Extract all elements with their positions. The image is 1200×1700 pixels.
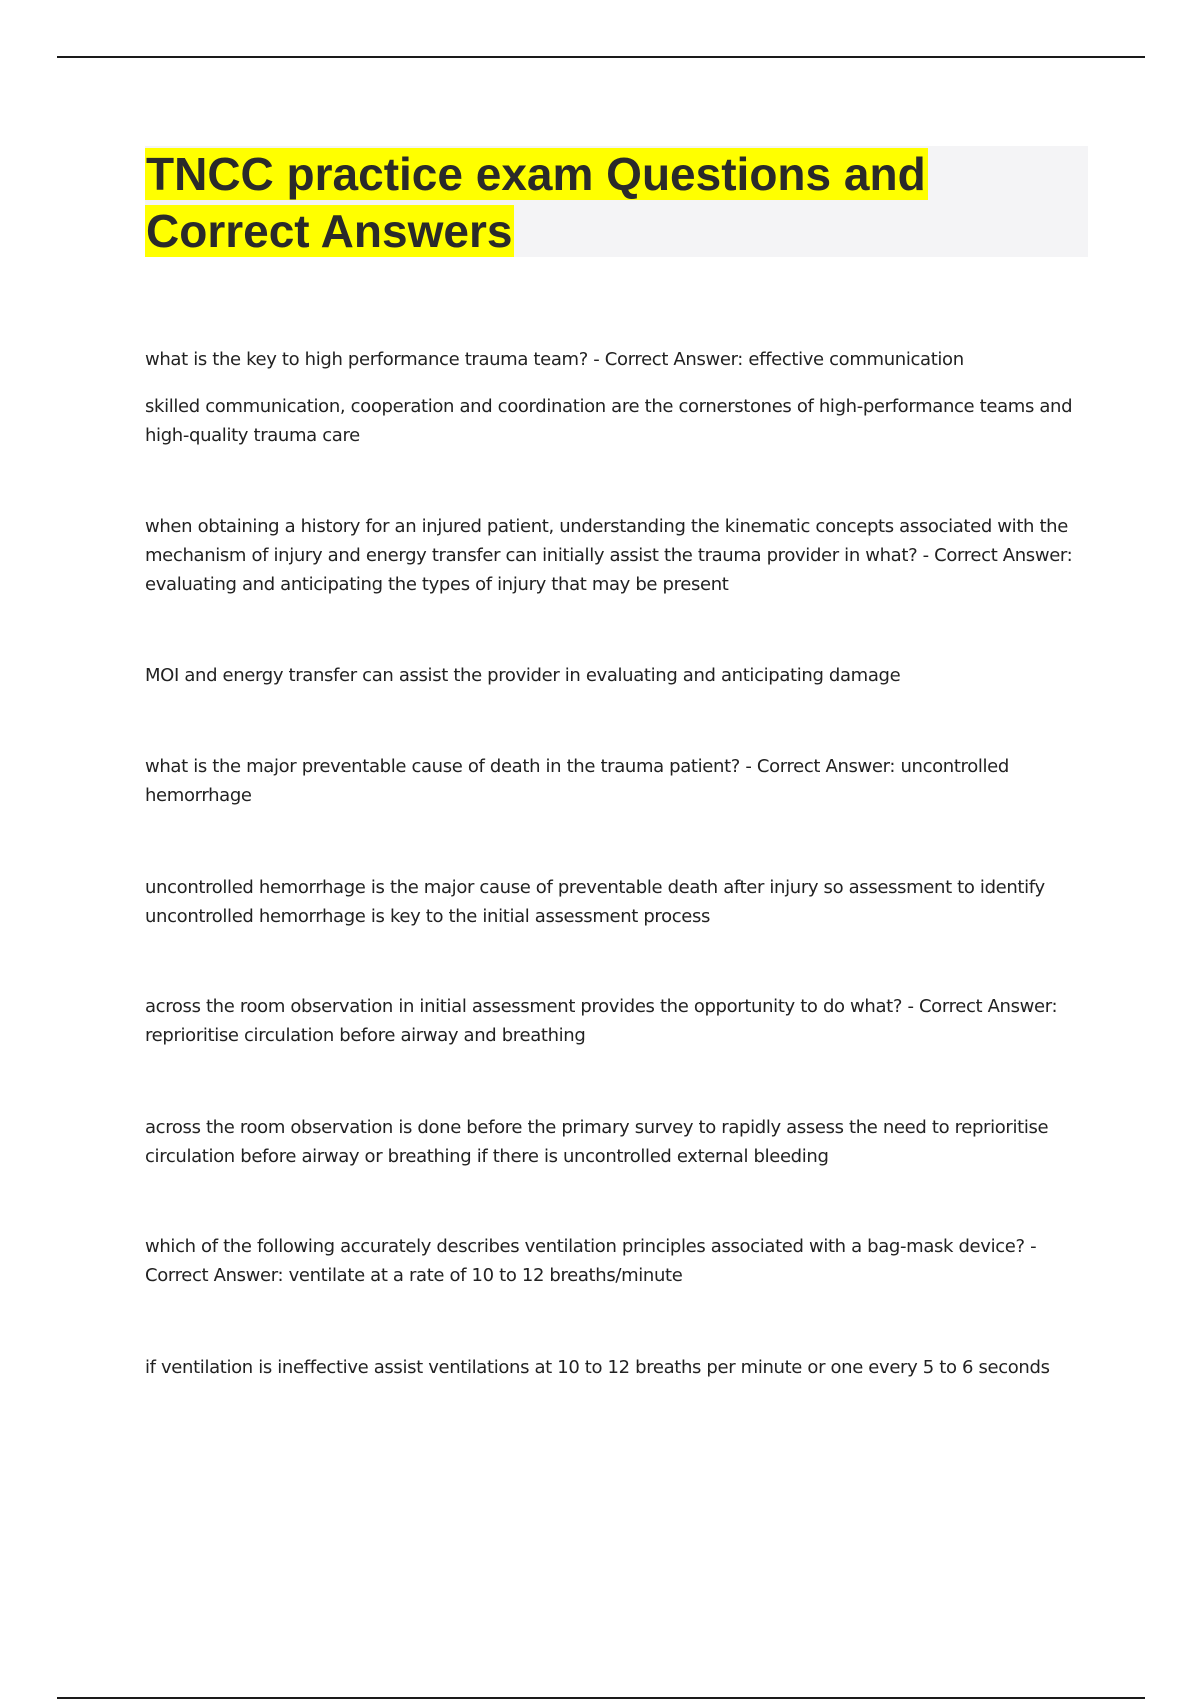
paragraph-1: what is the key to high performance trauma team? - Correct Answer: effective communication: [145, 349, 964, 370]
paragraph-8: across the room observation is done before the primary survey to rapidly assess the need to reprioritise circulation before airway or breathing if there is uncontrolled external bleeding: [145, 1117, 1049, 1167]
paragraph-10: if ventilation is ineffective assist ventilations at 10 to 12 breaths per minute or one every 5 to 6 seconds: [145, 1357, 1050, 1378]
paragraph-2: skilled communication, cooperation and coordination are the cornerstones of high-performance teams and high-quality trauma care: [145, 396, 1073, 446]
paragraph-9: which of the following accurately describes ventilation principles associated with a bag-mask device? - Correct Answer: ventilate at a rate of 10 to 12 breaths/minute: [145, 1236, 1037, 1286]
top-rule: [57, 56, 1145, 58]
page-title: [145, 146, 965, 260]
page-title-text: TNCC practice exam Questions and Correct Answers: [146, 148, 926, 257]
paragraph-7: across the room observation in initial assessment provides the opportunity to do what? - Correct Answer: reprioritise circulation before airway and breathing: [145, 996, 1058, 1046]
paragraph-5: what is the major preventable cause of death in the trauma patient? - Correct Answer: uncontrolled hemorrhage: [145, 756, 1009, 806]
paragraph-6: uncontrolled hemorrhage is the major cause of preventable death after injury so assessment to identify uncontrolled hemorrhage is key to the initial assessment process: [145, 877, 1045, 927]
paragraph-3: when obtaining a history for an injured patient, understanding the kinematic concepts associated with the mechanism of injury and energy transfer can initially assist the trauma provider in what? - Correct Answer: evaluating and anticipating the types of injury that may be present: [145, 516, 1073, 595]
title-block: [145, 146, 1088, 257]
paragraph-4: MOI and energy transfer can assist the provider in evaluating and anticipating damage: [145, 665, 901, 686]
bottom-rule: [57, 1697, 1145, 1699]
